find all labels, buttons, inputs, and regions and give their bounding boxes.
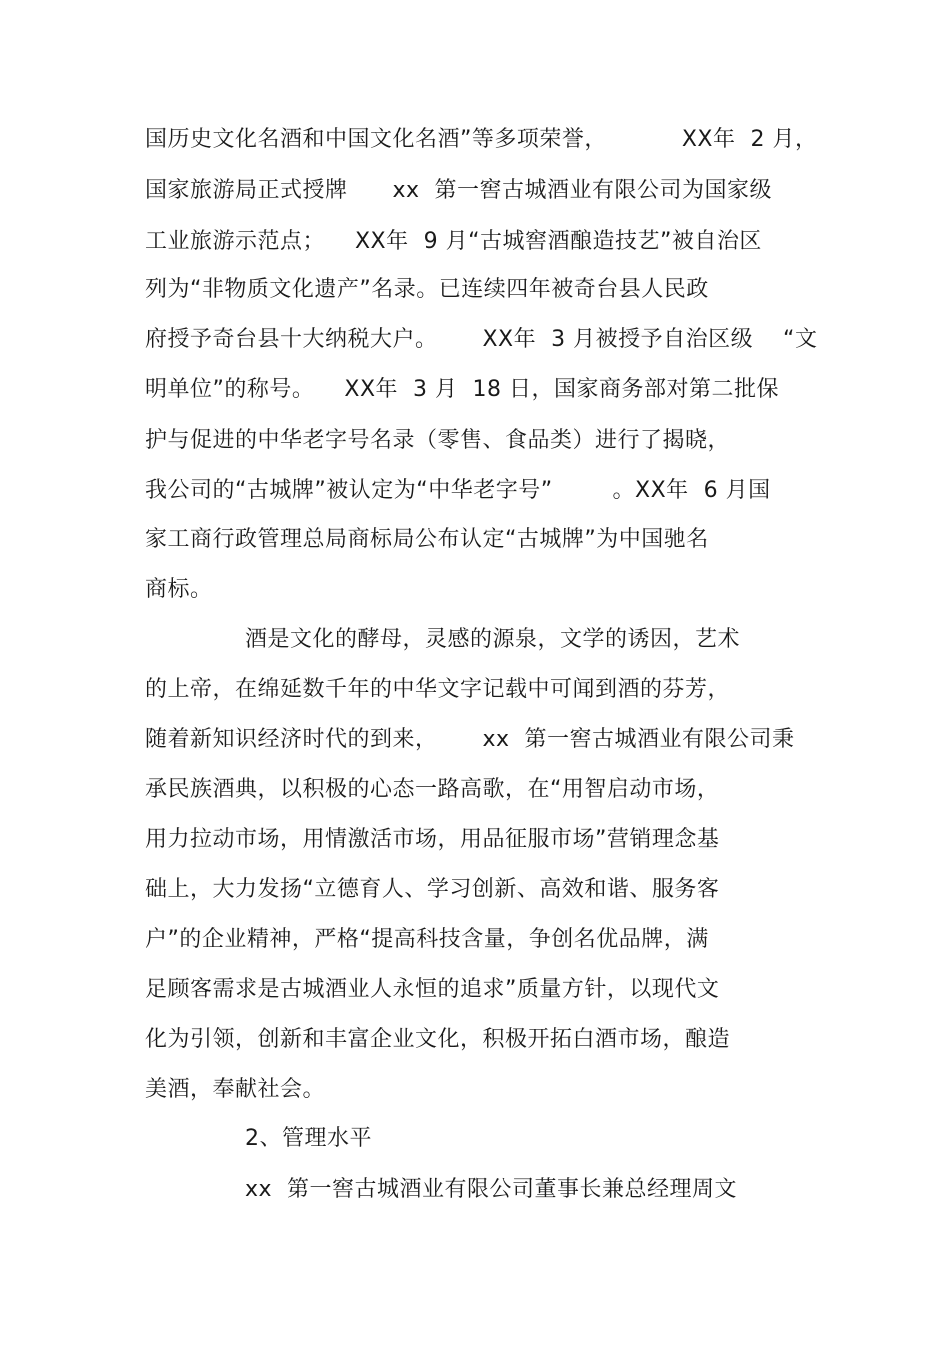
text-line: 化为引领，创新和丰富企业文化，积极开拓白酒市场，酿造: [145, 1027, 731, 1052]
text-line: 随着新知识经济时代的到来， xx 第一窖古城酒业有限公司秉: [145, 727, 795, 752]
text-line: 足顾客需求是古城酒业人永恒的追求”质量方针，以现代文: [145, 977, 720, 1002]
paragraph-first-line: 酒是文化的酵母，灵感的源泉，文学的诱因，艺术: [245, 627, 741, 652]
text-line: 商标。: [145, 577, 213, 602]
text-line: 列为“非物质文化遗产”名录。已连续四年被奇台县人民政: [145, 277, 709, 302]
text-line: 明单位”的称号。 XX年 3 月 18 日，国家商务部对第二批保: [145, 377, 779, 402]
text-line: 美酒，奉献社会。: [145, 1077, 326, 1102]
text-line: 家工商行政管理总局商标局公布认定“古城牌”为中国驰名: [145, 527, 709, 552]
text-line: 础上，大力发扬“立德育人、学习创新、高效和谐、服务客: [145, 877, 720, 902]
paragraph-first-line: xx 第一窖古城酒业有限公司董事长兼总经理周文: [245, 1177, 738, 1202]
text-line: 府授予奇台县十大纳税大户。 XX年 3 月被授予自治区级 “文: [145, 327, 818, 352]
text-line: 的上帝，在绵延数千年的中华文字记载中可闻到酒的芬芳，: [145, 677, 731, 702]
text-line: 国家旅游局正式授牌 xx 第一窖古城酒业有限公司为国家级: [145, 178, 772, 203]
text-line: 户”的企业精神，严格“提高科技含量，争创名优品牌，满: [145, 927, 709, 952]
text-line: 工业旅游示范点； XX年 9 月“古城窖酒酿造技艺”被自治区: [145, 229, 762, 254]
text-line: 国历史文化名酒和中国文化名酒”等多项荣誉， XX年 2 月，: [145, 127, 818, 152]
text-line: 用力拉动市场，用情激活市场，用品征服市场”营销理念基: [145, 827, 720, 852]
section-heading: 2、管理水平: [245, 1126, 372, 1151]
text-line: 承民族酒典，以积极的心态一路高歌，在“用智启动市场，: [145, 777, 720, 802]
text-line: 护与促进的中华老字号名录（零售、食品类）进行了揭晓，: [145, 428, 731, 453]
text-line: 我公司的“古城牌”被认定为“中华老字号” 。XX年 6 月国: [145, 478, 771, 503]
